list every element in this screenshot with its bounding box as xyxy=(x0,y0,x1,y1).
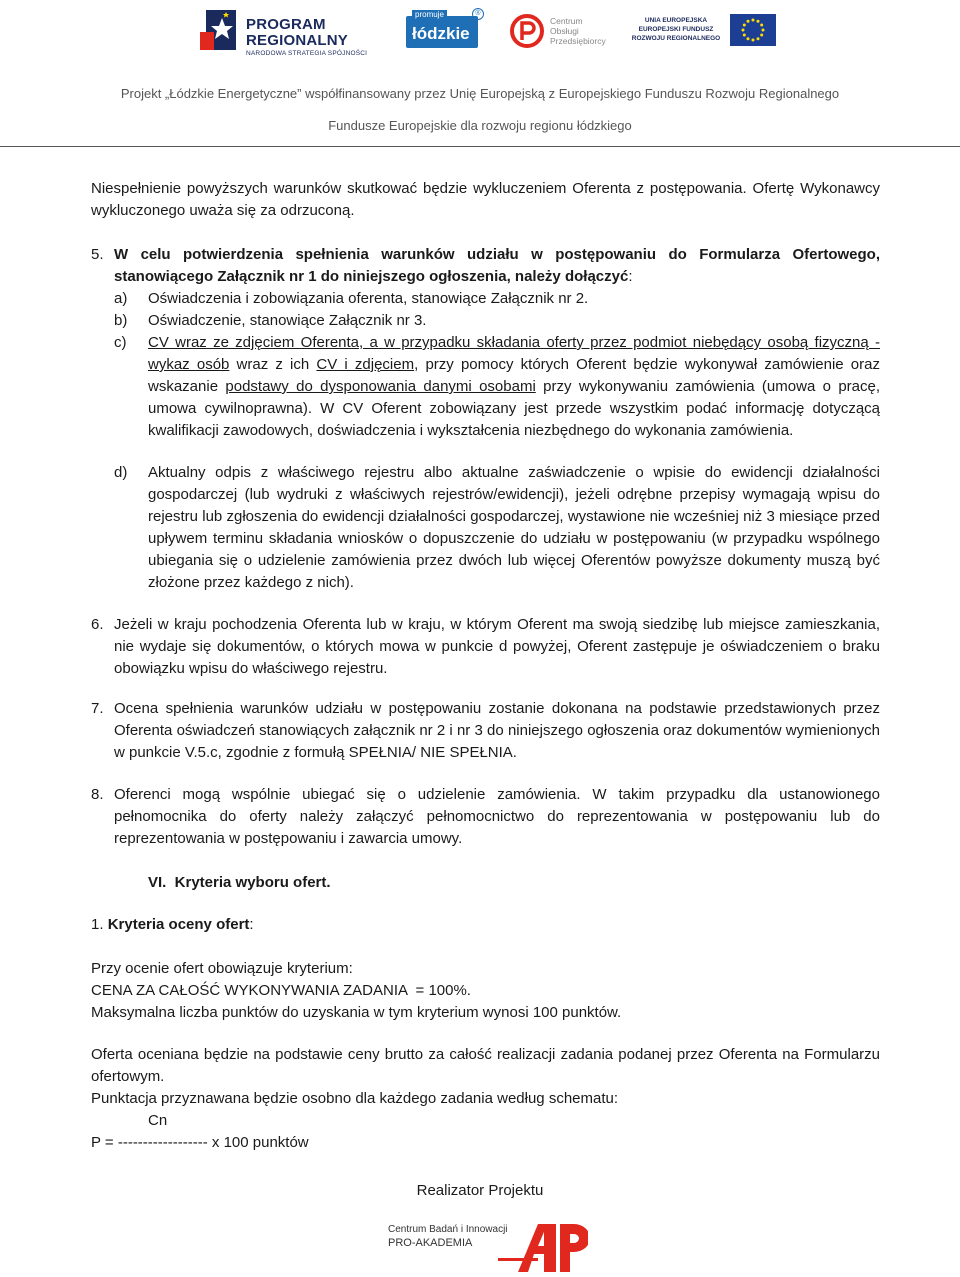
item5-number: 5. xyxy=(91,246,104,263)
sub-b-label: b) xyxy=(114,312,128,329)
cop-p-icon xyxy=(510,14,544,48)
sub-c-text xyxy=(148,332,880,442)
sub-c-underline-2: CV i zdjęciem xyxy=(316,356,415,373)
cop-line3: Przedsiębiorcy xyxy=(550,36,606,46)
item8-number: 8. xyxy=(91,786,104,803)
sub-c-text-3: przy wykonywaniu zamówienia (umowa o pracę, umowa cywilnoprawna). W CV Oferent zobowiązany jest przede wszystkim podać informację dotyczącą kwalifikacji zawodowych, doświadczenia i wykształcenia niezbędnego do wykonania zamówienia. xyxy=(148,378,881,439)
lodzkie-word: łódzkie xyxy=(412,24,470,43)
sub-c-text-1: wraz z ich xyxy=(229,356,317,373)
cop-text xyxy=(550,16,606,46)
sub-d-label: d) xyxy=(114,464,128,481)
strategy-line: NARODOWA STRATEGIA SPÓJNOŚCI xyxy=(246,50,368,57)
punktacja-line: Punktacja przyznawana będzie osobno dla każdego zadania według schematu: xyxy=(91,1090,619,1107)
eu-text xyxy=(628,16,724,43)
criteria-line-2: CENA ZA CAŁOŚĆ WYKONYWANIA ZADANIA = 100%. xyxy=(91,982,471,999)
program-regionalny-star-logo xyxy=(200,6,240,58)
sub-c-underline-1: CV wraz ze zdjęciem Oferenta, a w przypadku składania oferty przez podmiot niebędący osobą fizyczną - wykaz osób xyxy=(148,334,880,373)
lodzkie-promuje: promuje xyxy=(412,10,447,19)
pro-akademia-ap-icon xyxy=(498,1222,588,1272)
item6-number: 6. xyxy=(91,616,104,633)
cbi-line2: PRO-AKADEMIA xyxy=(388,1237,473,1249)
sub-c-underline-3: podstawy do dysponowania danymi osobami xyxy=(225,378,536,395)
item8-paragraph: Oferenci mogą wspólnie ubiegać się o udzielenie zamówienia. W takim przypadku dla ustanowionego pełnomocnika do oferty należy załączyć pełnomocnictwo do reprezentowania w postępowaniu lub do reprezentowania w postępowaniu i zawarcia umowy. xyxy=(114,786,880,847)
criteria-heading-bold: Kryteria oceny ofert xyxy=(107,916,250,933)
cbi-line1: Centrum Badań i Innowacji xyxy=(388,1224,508,1235)
item5-paragraph xyxy=(114,244,880,288)
section-vi-heading: VI. Kryteria wyboru ofert. xyxy=(148,874,331,891)
realizator-label: Realizator Projektu xyxy=(416,1182,544,1199)
item5-colon: : xyxy=(628,268,633,285)
centrum-obslugi-logo xyxy=(510,14,610,48)
sub-c-label: c) xyxy=(114,334,127,351)
item5-bold: W celu potwierdzenia spełnienia warunków udziału w postępowaniu do Formularza Ofertowego, stanowiącego Załącznik nr 1 do niniejszego ogłoszenia, należy dołączyć xyxy=(114,246,880,285)
criteria-number: 1. xyxy=(91,916,108,933)
intro-paragraph: Niespełnienie powyższych warunków skutkować będzie wykluczeniem Oferenta z postępowania. Ofertę Wykonawcy wykluczonego uważa się za odrzuconą. xyxy=(91,180,880,219)
sub-a-label: a) xyxy=(114,290,128,307)
eu-line2: EUROPEJSKI FUNDUSZ xyxy=(638,26,714,33)
eu-line1: UNIA EUROPEJSKA xyxy=(644,17,708,24)
criteria-line-1: Przy ocenie ofert obowiązuje kryterium: xyxy=(91,960,353,977)
sub-d-text: Aktualny odpis z właściwego rejestru albo aktualne zaświadczenie o wpisie do ewidencji działalności gospodarczej (lub wydruki z właściwych rejestrów/ewidencji), jeżeli odrębne przepisy wymagają wpisu do rejestru lub zgłoszenia do ewidencji działalności gospodarczej, wystawione nie wcześniej niż 3 miesiące przed upływem terminu składania wniosków o dopuszczenie do udziału w postępowaniu (w przypadku wspólnego ubiegania się o udzielenie zamówienia przez dwóch lub więcej Oferentów powyższe dokumenty muszą być złożone przez każdego z nich). xyxy=(148,464,880,591)
program-line: PROGRAM xyxy=(246,16,326,33)
cop-line1: Centrum xyxy=(550,16,583,26)
item6-paragraph: Jeżeli w kraju pochodzenia Oferenta lub w kraju, w którym Oferent ma swoją siedzibę lub miejsce zamieszkania, nie wydaje się dokumentów, o których mowa w punkcie d powyżej, Oferent zastępuje je oświadczeniem o braku obowiązku wpisu do właściwego rejestru. xyxy=(114,616,880,677)
funds-line: Fundusze Europejskie dla rozwoju regionu łódzkiego xyxy=(328,118,632,133)
lodzkie-logo xyxy=(406,10,484,52)
oferta-paragraph: Oferta oceniana będzie na podstawie ceny brutto za całość realizacji zadania podanej przez Oferenta na Formularzu ofertowym. xyxy=(91,1046,880,1085)
pro-akademia-logo xyxy=(388,1222,588,1272)
header-logos xyxy=(0,0,960,78)
sub-a-text: Oświadczenia i zobowiązania oferenta, stanowiące Załącznik nr 2. xyxy=(148,290,589,307)
regionalny-line: REGIONALNY xyxy=(246,32,349,49)
registered-icon: ® xyxy=(472,8,484,20)
header-divider xyxy=(0,146,960,147)
program-regionalny-logo xyxy=(200,6,385,60)
criteria-block xyxy=(91,958,880,1024)
eu-flag-icon xyxy=(730,14,776,46)
criteria-line-3: Maksymalna liczba punktów do uzyskania w tym kryterium wynosi 100 punktów. xyxy=(91,1004,622,1021)
eu-logo xyxy=(628,12,778,52)
formula-line: P = ------------------ x 100 punktów xyxy=(91,1134,309,1151)
item7-paragraph: Ocena spełnienia warunków udziału w postępowaniu zostanie dokonana na podstawie przedstawionych przez Oferenta oświadczeń stanowiących załącznik nr 2 i nr 3 do niniejszego ogłoszenia oraz dokumentów wymienionych w punkcie V.5.c, zgodnie z formułą SPEŁNIA/ NIE SPEŁNIA. xyxy=(114,700,880,761)
sub-b-text: Oświadczenie, stanowiące Załącznik nr 3. xyxy=(148,312,427,329)
criteria-colon: : xyxy=(249,916,254,933)
formula-numerator: Cn xyxy=(148,1112,168,1129)
project-line: Projekt „Łódzkie Energetyczne” współfinansowany przez Unię Europejską z Europejskiego Funduszu Rozwoju Regionalnego xyxy=(120,86,840,101)
item7-number: 7. xyxy=(91,700,104,717)
criteria-heading xyxy=(91,914,254,936)
eu-line3: ROZWOJU REGIONALNEGO xyxy=(631,35,721,42)
sub-c-text-2: , przy pomocy których Oferent będzie wykonywał zamówienie oraz wskazanie xyxy=(148,356,880,395)
cop-line2: Obsługi xyxy=(550,26,579,36)
